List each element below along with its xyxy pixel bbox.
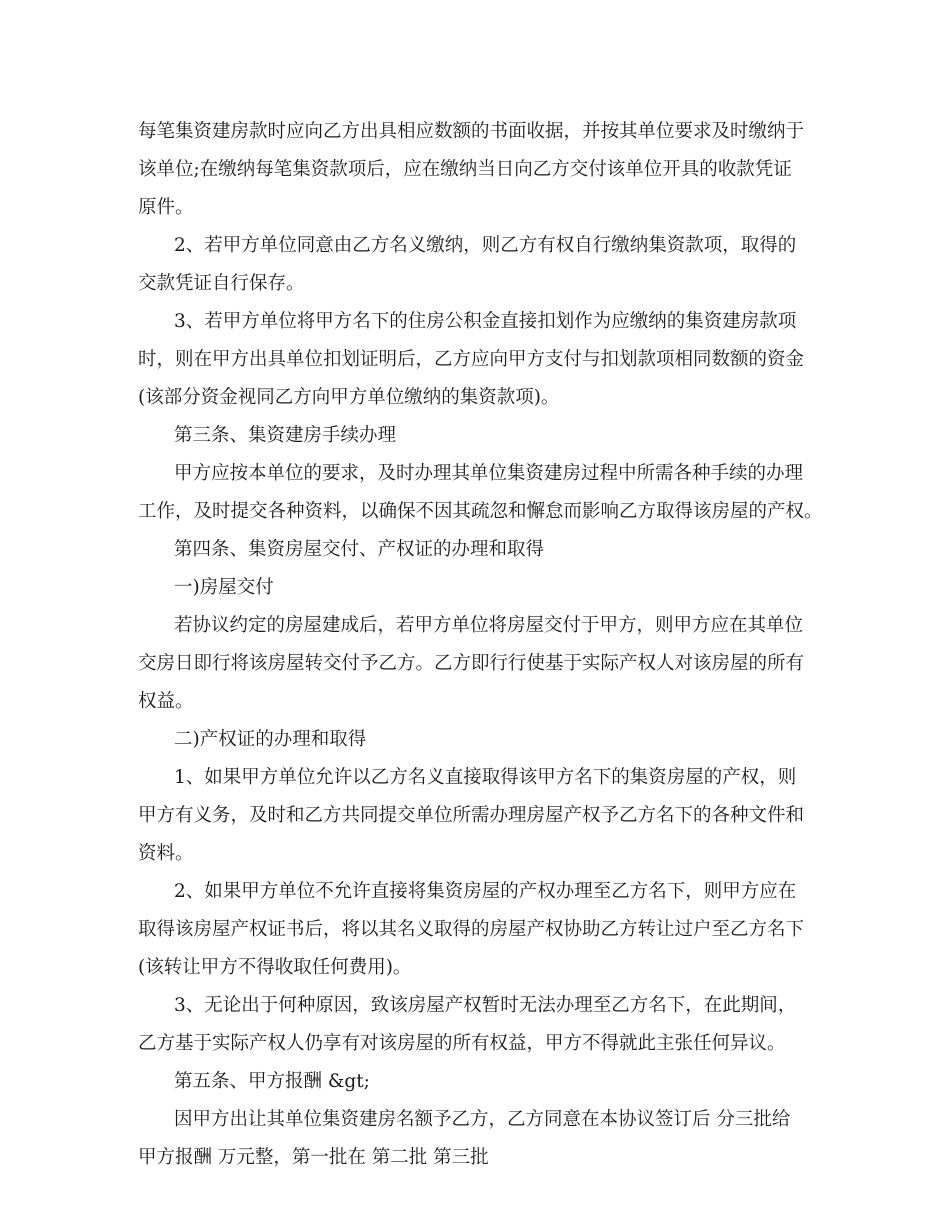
body-line: 2、如果甲方单位不允许直接将集资房屋的产权办理至乙方名下，则甲方应在: [174, 881, 797, 902]
body-line: 该单位;在缴纳每笔集资款项后，应在缴纳当日向乙方交付该单位开具的收款凭证: [138, 159, 792, 180]
body-line: 2、若甲方单位同意由乙方名义缴纳，则乙方有权自行缴纳集资款项，取得的: [174, 235, 797, 256]
body-line: 3、若甲方单位将甲方名下的住房公积金直接扣划作为应缴纳的集资建房款项: [174, 311, 797, 332]
body-line: 1、如果甲方单位允许以乙方名义直接取得该甲方名下的集资房屋的产权，则: [174, 767, 797, 788]
body-line: 权益。: [138, 691, 194, 712]
body-line: 取得该房屋产权证书后，将以其名义取得的房屋产权协助乙方转让过户至乙方名下: [138, 919, 805, 940]
body-line: 每笔集资建房款时应向乙方出具相应数额的书面收据，并按其单位要求及时缴纳于: [138, 121, 805, 142]
section-heading: 第四条、集资房屋交付、产权证的办理和取得: [174, 539, 545, 560]
body-line: 交款凭证自行保存。: [138, 273, 305, 294]
section-heading: 第五条、甲方报酬 &gt;: [174, 1071, 370, 1092]
body-line: 3、无论出于何种原因，致该房屋产权暂时无法办理至乙方名下，在此期间，: [174, 995, 797, 1016]
body-line: 乙方基于实际产权人仍享有对该房屋的所有权益，甲方不得就此主张任何异议。: [138, 1033, 786, 1054]
body-line: 甲方报酬 万元整，第一批在 第二批 第三批: [138, 1147, 489, 1168]
body-line: 工作，及时提交各种资料，以确保不因其疏忽和懈怠而影响乙方取得该房屋的产权。: [138, 501, 823, 522]
body-line: 交房日即行将该房屋转交付予乙方。乙方即行行使基于实际产权人对该房屋的所有: [138, 653, 805, 674]
subsection-heading: 二)产权证的办理和取得: [174, 729, 367, 750]
document-body: [138, 113, 822, 1177]
body-line: (该转让甲方不得收取任何费用)。: [138, 957, 412, 978]
body-line: 原件。: [138, 197, 194, 218]
body-line: 资料。: [138, 843, 194, 864]
body-line: (该部分资金视同乙方向甲方单位缴纳的集资款项)。: [138, 387, 560, 408]
body-line: 甲方有义务，及时和乙方共同提交单位所需办理房屋产权予乙方名下的各种文件和: [138, 805, 805, 826]
body-line: 甲方应按本单位的要求，及时办理其单位集资建房过程中所需各种手续的办理: [174, 463, 804, 484]
body-line: 若协议约定的房屋建成后，若甲方单位将房屋交付于甲方，则甲方应在其单位: [174, 615, 804, 636]
body-line: 因甲方出让其单位集资建房名额予乙方，乙方同意在本协议签订后 分三批给: [174, 1109, 791, 1130]
subsection-heading: 一)房屋交付: [174, 577, 274, 598]
section-heading: 第三条、集资建房手续办理: [174, 425, 397, 446]
body-line: 时，则在甲方出具单位扣划证明后，乙方应向甲方支付与扣划款项相同数额的资金: [138, 349, 805, 370]
